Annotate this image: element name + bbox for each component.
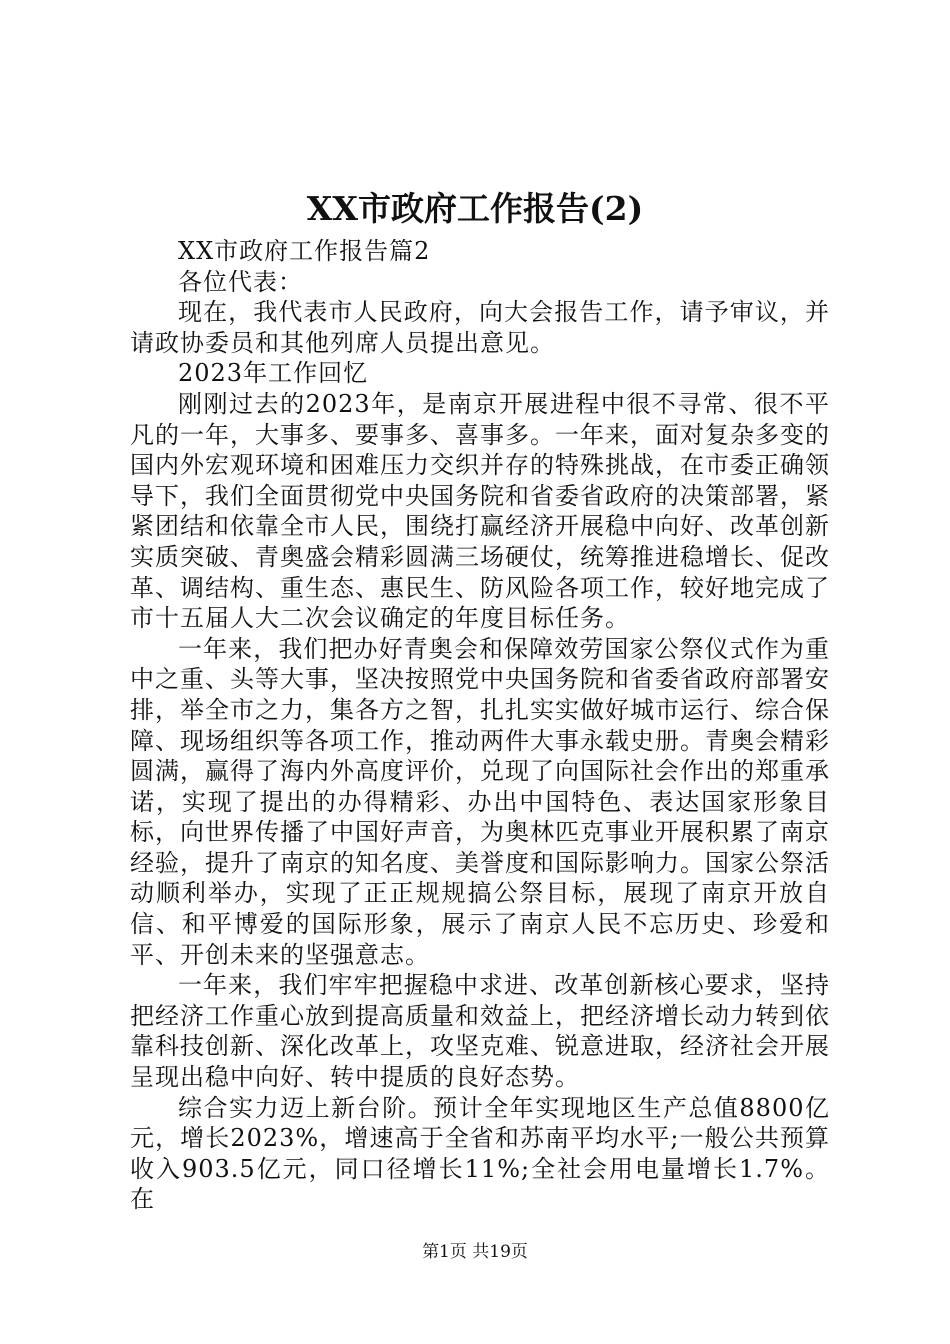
subtitle-paragraph: XX市政府工作报告篇2 (178, 237, 431, 265)
body-paragraph: 刚刚过去的2023年，是南京开展进程中很不寻常、很不平凡的一年，大事多、要事多、喜事多。一年来，面对复杂多变的国内外宏观环境和困难压力交织并存的特殊挑战，在市委正确领导下，我们全面贯彻党中央国务院和省委省政府的决策部署，紧紧团结和依靠全市人民，围绕打赢经济开展稳中向好、改革创新实质突破、青奥盛会精彩圆满三场硬仗，统筹推进稳增长、促改革、调结构、重生态、惠民生、防风险各项工作，较好地完成了市十五届人大二次会议确定的年度目标任务。 (130, 389, 830, 633)
salutation-paragraph: 各位代表： (178, 267, 303, 296)
section-heading: 2023年工作回忆 (178, 359, 369, 388)
document-body (130, 236, 830, 1215)
body-paragraph: 一年来，我们牢牢把握稳中求进、改革创新核心要求，坚持把经济工作重心放到提高质量和效益上，把经济增长动力转到依靠科技创新、深化改革上，攻坚克难、锐意进取，经济社会开展呈现出稳中向好、转中提质的良好态势。 (130, 971, 830, 1092)
document-title: XX市政府工作报告(2) (306, 189, 644, 228)
body-paragraph: 一年来，我们把办好青奥会和保障效劳国家公祭仪式作为重中之重、头等大事，坚决按照党中央国务院和省委省政府部署安排，举全市之力，集各方之智，扎扎实实做好城市运行、综合保障、现场组织等各项工作，推动两件大事永载史册。青奥会精彩圆满，赢得了海内外高度评价，兑现了向国际社会作出的郑重承诺，实现了提出的办得精彩、办出中国特色、表达国家形象目标，向世界传播了中国好声音，为奥林匹克事业开展积累了南京经验，提升了南京的知名度、美誉度和国际影响力。国家公祭活动顺利举办，实现了正正规规搞公祭目标，展现了南京开放自信、和平博爱的国际形象，展示了南京人民不忘历史、珍爱和平、开创未来的坚强意志。 (130, 634, 830, 969)
page-number-footer: 第1页 共19页 (422, 1242, 528, 1262)
body-paragraph: 现在，我代表市人民政府，向大会报告工作，请予审议，并请政协委员和其他列席人员提出意见。 (130, 298, 830, 357)
body-paragraph: 综合实力迈上新台阶。预计全年实现地区生产总值8800亿元，增长2023%，增速高于全省和苏南平均水平;一般公共预算收入903.5亿元，同口径增长11%;全社会用电量增长1.7%。在 (130, 1093, 830, 1214)
